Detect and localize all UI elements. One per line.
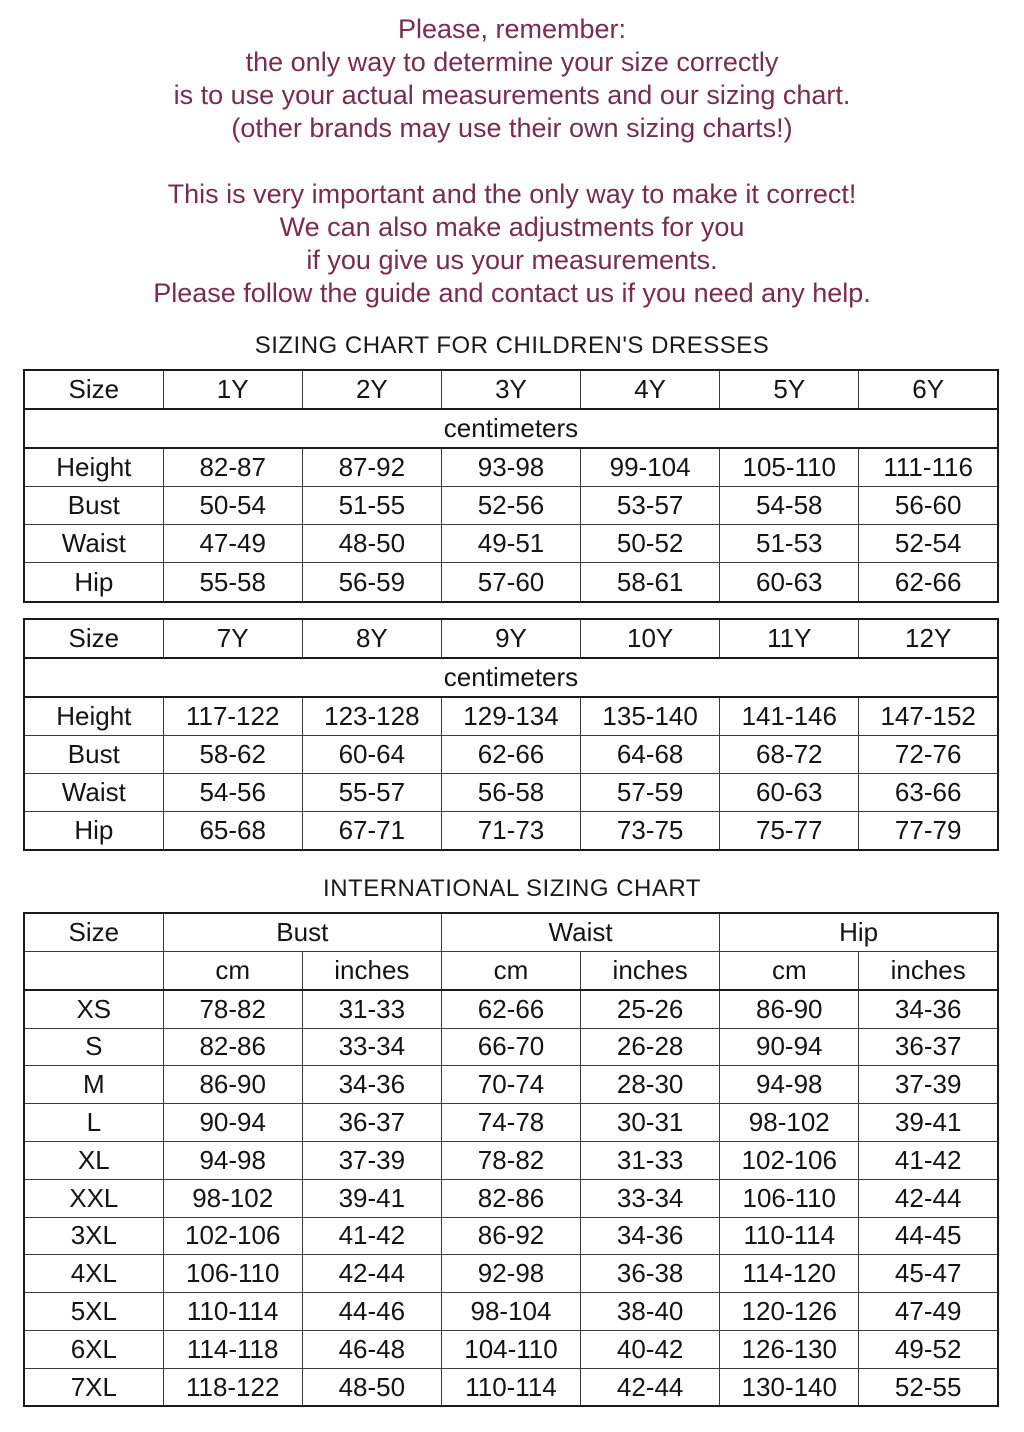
group-header-cell: Hip bbox=[720, 913, 998, 951]
measurement-value: 49-51 bbox=[441, 525, 580, 563]
measurement-value: 111-116 bbox=[859, 448, 998, 487]
measurement-value: 106-110 bbox=[163, 1255, 302, 1293]
measurement-value: 93-98 bbox=[441, 448, 580, 487]
size-column-header: 7Y bbox=[163, 619, 302, 658]
intro-line: Please, remember: bbox=[397, 14, 627, 44]
unit-subheader-row bbox=[24, 951, 998, 989]
measurement-value: 94-98 bbox=[163, 1141, 302, 1179]
size-label-cell: 3XL bbox=[24, 1217, 163, 1255]
table-row bbox=[24, 563, 998, 602]
measurement-label: Height bbox=[24, 697, 163, 736]
measurement-value: 48-50 bbox=[302, 525, 441, 563]
measurement-value: 38-40 bbox=[581, 1293, 720, 1331]
measurement-value: 60-64 bbox=[302, 735, 441, 773]
international-sizing-table bbox=[23, 912, 999, 1407]
measurement-value: 75-77 bbox=[720, 812, 859, 851]
measurement-value: 42-44 bbox=[859, 1179, 998, 1217]
measurement-value: 99-104 bbox=[581, 448, 720, 487]
size-column-header: 2Y bbox=[302, 370, 441, 409]
measurement-value: 44-45 bbox=[859, 1217, 998, 1255]
measurement-value: 56-60 bbox=[859, 487, 998, 525]
table-row bbox=[24, 1368, 998, 1406]
measurement-value: 60-63 bbox=[720, 773, 859, 811]
measurement-value: 47-49 bbox=[163, 525, 302, 563]
measurement-value: 118-122 bbox=[163, 1368, 302, 1406]
measurement-value: 54-58 bbox=[720, 487, 859, 525]
international-chart-title: INTERNATIONAL SIZING CHART bbox=[323, 875, 701, 903]
measurement-value: 37-39 bbox=[302, 1141, 441, 1179]
size-column-header: 11Y bbox=[720, 619, 859, 658]
measurement-value: 52-55 bbox=[859, 1368, 998, 1406]
size-column-header: 6Y bbox=[859, 370, 998, 409]
measurement-value: 34-36 bbox=[859, 990, 998, 1028]
measurement-value: 37-39 bbox=[859, 1066, 998, 1104]
measurement-value: 71-73 bbox=[441, 812, 580, 851]
group-header-row bbox=[24, 913, 998, 951]
measurement-value: 114-120 bbox=[720, 1255, 859, 1293]
measurement-value: 41-42 bbox=[859, 1141, 998, 1179]
measurement-value: 78-82 bbox=[163, 990, 302, 1028]
size-label-cell: L bbox=[24, 1104, 163, 1142]
size-header-cell: Size bbox=[24, 619, 163, 658]
unit-label-cell: centimeters bbox=[24, 409, 998, 448]
measurement-value: 102-106 bbox=[163, 1217, 302, 1255]
size-label-cell: 7XL bbox=[24, 1368, 163, 1406]
measurement-value: 129-134 bbox=[441, 697, 580, 736]
table-row bbox=[24, 1330, 998, 1368]
size-label-cell: 4XL bbox=[24, 1255, 163, 1293]
measurement-value: 77-79 bbox=[859, 812, 998, 851]
measurement-value: 36-37 bbox=[859, 1028, 998, 1066]
size-label-cell: XL bbox=[24, 1141, 163, 1179]
measurement-value: 98-104 bbox=[441, 1293, 580, 1331]
measurement-value: 54-56 bbox=[163, 773, 302, 811]
table-row bbox=[24, 525, 998, 563]
measurement-value: 50-54 bbox=[163, 487, 302, 525]
measurement-value: 102-106 bbox=[720, 1141, 859, 1179]
table-row bbox=[24, 487, 998, 525]
unit-label-cell: centimeters bbox=[24, 658, 998, 697]
measurement-value: 51-55 bbox=[302, 487, 441, 525]
table-row bbox=[24, 697, 998, 736]
measurement-value: 31-33 bbox=[302, 990, 441, 1028]
intro-line: Please follow the guide and contact us if you need any help. bbox=[153, 278, 871, 308]
measurement-value: 45-47 bbox=[859, 1255, 998, 1293]
size-label-cell: M bbox=[24, 1066, 163, 1104]
measurement-value: 33-34 bbox=[302, 1028, 441, 1066]
measurement-value: 42-44 bbox=[302, 1255, 441, 1293]
measurement-value: 53-57 bbox=[581, 487, 720, 525]
size-column-header: 5Y bbox=[720, 370, 859, 409]
measurement-value: 72-76 bbox=[859, 735, 998, 773]
measurement-value: 36-37 bbox=[302, 1104, 441, 1142]
measurement-value: 106-110 bbox=[720, 1179, 859, 1217]
size-column-header: 3Y bbox=[441, 370, 580, 409]
measurement-value: 64-68 bbox=[581, 735, 720, 773]
measurement-value: 58-62 bbox=[163, 735, 302, 773]
measurement-value: 31-33 bbox=[581, 1141, 720, 1179]
size-label-cell: XXL bbox=[24, 1179, 163, 1217]
measurement-value: 39-41 bbox=[859, 1104, 998, 1142]
measurement-value: 67-71 bbox=[302, 812, 441, 851]
measurement-label: Bust bbox=[24, 487, 163, 525]
measurement-value: 56-58 bbox=[441, 773, 580, 811]
intro-line: This is very important and the only way to make it correct! bbox=[167, 179, 857, 209]
size-column-header: 12Y bbox=[859, 619, 998, 658]
size-header-cell: Size bbox=[24, 370, 163, 409]
measurement-value: 68-72 bbox=[720, 735, 859, 773]
unit-subheader-cell: cm bbox=[441, 951, 580, 989]
measurement-value: 60-63 bbox=[720, 563, 859, 602]
measurement-value: 74-78 bbox=[441, 1104, 580, 1142]
measurement-label: Hip bbox=[24, 812, 163, 851]
size-column-header: 4Y bbox=[581, 370, 720, 409]
measurement-value: 63-66 bbox=[859, 773, 998, 811]
unit-subheader-cell: inches bbox=[859, 951, 998, 989]
measurement-value: 82-86 bbox=[441, 1179, 580, 1217]
children-chart-title: SIZING CHART FOR CHILDREN'S DRESSES bbox=[254, 332, 770, 359]
measurement-value: 39-41 bbox=[302, 1179, 441, 1217]
measurement-label: Waist bbox=[24, 525, 163, 563]
table-row bbox=[24, 1217, 998, 1255]
intro-line: if you give us your measurements. bbox=[306, 245, 718, 275]
measurement-value: 36-38 bbox=[581, 1255, 720, 1293]
measurement-value: 123-128 bbox=[302, 697, 441, 736]
measurement-value: 52-54 bbox=[859, 525, 998, 563]
unit-subheader-cell: inches bbox=[302, 951, 441, 989]
size-label-cell: S bbox=[24, 1028, 163, 1066]
measurement-value: 62-66 bbox=[441, 735, 580, 773]
measurement-value: 58-61 bbox=[581, 563, 720, 602]
measurement-value: 44-46 bbox=[302, 1293, 441, 1331]
measurement-value: 70-74 bbox=[441, 1066, 580, 1104]
measurement-value: 105-110 bbox=[720, 448, 859, 487]
measurement-value: 90-94 bbox=[163, 1104, 302, 1142]
size-label-cell: 6XL bbox=[24, 1330, 163, 1368]
measurement-value: 73-75 bbox=[581, 812, 720, 851]
measurement-value: 82-87 bbox=[163, 448, 302, 487]
measurement-value: 48-50 bbox=[302, 1368, 441, 1406]
measurement-value: 98-102 bbox=[163, 1179, 302, 1217]
size-header-cell: Size bbox=[24, 913, 163, 951]
table-row bbox=[24, 1179, 998, 1217]
group-header-cell: Bust bbox=[163, 913, 441, 951]
measurement-value: 46-48 bbox=[302, 1330, 441, 1368]
table-row bbox=[24, 448, 998, 487]
measurement-value: 147-152 bbox=[859, 697, 998, 736]
children-sizing-table-2 bbox=[23, 618, 999, 852]
measurement-value: 135-140 bbox=[581, 697, 720, 736]
measurement-value: 110-114 bbox=[441, 1368, 580, 1406]
measurement-value: 130-140 bbox=[720, 1368, 859, 1406]
measurement-value: 49-52 bbox=[859, 1330, 998, 1368]
measurement-value: 87-92 bbox=[302, 448, 441, 487]
size-header-row bbox=[24, 619, 998, 658]
measurement-value: 57-60 bbox=[441, 563, 580, 602]
size-column-header: 8Y bbox=[302, 619, 441, 658]
measurement-value: 117-122 bbox=[163, 697, 302, 736]
intro-line: is to use your actual measurements and our sizing chart. bbox=[173, 80, 851, 110]
unit-subheader-cell: cm bbox=[720, 951, 859, 989]
measurement-value: 55-58 bbox=[163, 563, 302, 602]
measurement-value: 141-146 bbox=[720, 697, 859, 736]
measurement-value: 57-59 bbox=[581, 773, 720, 811]
unit-subheader-cell: inches bbox=[581, 951, 720, 989]
intro-line: We can also make adjustments for you bbox=[279, 212, 745, 242]
measurement-value: 78-82 bbox=[441, 1141, 580, 1179]
measurement-value: 52-56 bbox=[441, 487, 580, 525]
measurement-label: Hip bbox=[24, 563, 163, 602]
table-row bbox=[24, 990, 998, 1028]
measurement-value: 41-42 bbox=[302, 1217, 441, 1255]
measurement-value: 42-44 bbox=[581, 1368, 720, 1406]
table-row bbox=[24, 1141, 998, 1179]
size-label-cell: 5XL bbox=[24, 1293, 163, 1331]
measurement-value: 110-114 bbox=[163, 1293, 302, 1331]
intro-line: (other brands may use their own sizing charts!) bbox=[231, 113, 793, 143]
measurement-value: 25-26 bbox=[581, 990, 720, 1028]
measurement-value: 90-94 bbox=[720, 1028, 859, 1066]
table-row bbox=[24, 1293, 998, 1331]
measurement-value: 62-66 bbox=[859, 563, 998, 602]
table-row bbox=[24, 1255, 998, 1293]
intro-paragraph-2 bbox=[0, 178, 1024, 310]
measurement-value: 82-86 bbox=[163, 1028, 302, 1066]
group-header-cell: Waist bbox=[441, 913, 719, 951]
size-column-header: 1Y bbox=[163, 370, 302, 409]
measurement-value: 40-42 bbox=[581, 1330, 720, 1368]
measurement-value: 65-68 bbox=[163, 812, 302, 851]
measurement-value: 110-114 bbox=[720, 1217, 859, 1255]
size-column-header: 9Y bbox=[441, 619, 580, 658]
measurement-value: 86-90 bbox=[163, 1066, 302, 1104]
measurement-value: 47-49 bbox=[859, 1293, 998, 1331]
measurement-value: 120-126 bbox=[720, 1293, 859, 1331]
measurement-value: 33-34 bbox=[581, 1179, 720, 1217]
size-header-row bbox=[24, 370, 998, 409]
measurement-value: 114-118 bbox=[163, 1330, 302, 1368]
table-row bbox=[24, 735, 998, 773]
table-row bbox=[24, 1066, 998, 1104]
table-row bbox=[24, 1104, 998, 1142]
unit-subheader-cell: cm bbox=[163, 951, 302, 989]
measurement-value: 98-102 bbox=[720, 1104, 859, 1142]
intro-paragraph-1 bbox=[0, 13, 1024, 145]
table-row bbox=[24, 773, 998, 811]
empty-cell bbox=[24, 951, 163, 989]
measurement-value: 55-57 bbox=[302, 773, 441, 811]
measurement-value: 26-28 bbox=[581, 1028, 720, 1066]
measurement-value: 66-70 bbox=[441, 1028, 580, 1066]
measurement-label: Bust bbox=[24, 735, 163, 773]
measurement-value: 86-90 bbox=[720, 990, 859, 1028]
size-column-header: 10Y bbox=[581, 619, 720, 658]
table-row bbox=[24, 812, 998, 851]
measurement-value: 94-98 bbox=[720, 1066, 859, 1104]
measurement-value: 126-130 bbox=[720, 1330, 859, 1368]
table-row bbox=[24, 1028, 998, 1066]
measurement-label: Waist bbox=[24, 773, 163, 811]
measurement-value: 50-52 bbox=[581, 525, 720, 563]
measurement-value: 104-110 bbox=[441, 1330, 580, 1368]
measurement-value: 86-92 bbox=[441, 1217, 580, 1255]
measurement-value: 28-30 bbox=[581, 1066, 720, 1104]
measurement-value: 34-36 bbox=[581, 1217, 720, 1255]
measurement-value: 62-66 bbox=[441, 990, 580, 1028]
measurement-value: 51-53 bbox=[720, 525, 859, 563]
measurement-value: 30-31 bbox=[581, 1104, 720, 1142]
intro-text-block bbox=[0, 0, 1024, 310]
intro-line: the only way to determine your size correctly bbox=[245, 47, 779, 77]
measurement-value: 56-59 bbox=[302, 563, 441, 602]
measurement-value: 92-98 bbox=[441, 1255, 580, 1293]
measurement-label: Height bbox=[24, 448, 163, 487]
children-sizing-table-1 bbox=[23, 369, 999, 603]
size-label-cell: XS bbox=[24, 990, 163, 1028]
measurement-value: 34-36 bbox=[302, 1066, 441, 1104]
unit-row bbox=[24, 658, 998, 697]
unit-row bbox=[24, 409, 998, 448]
table-gap bbox=[0, 603, 1024, 618]
